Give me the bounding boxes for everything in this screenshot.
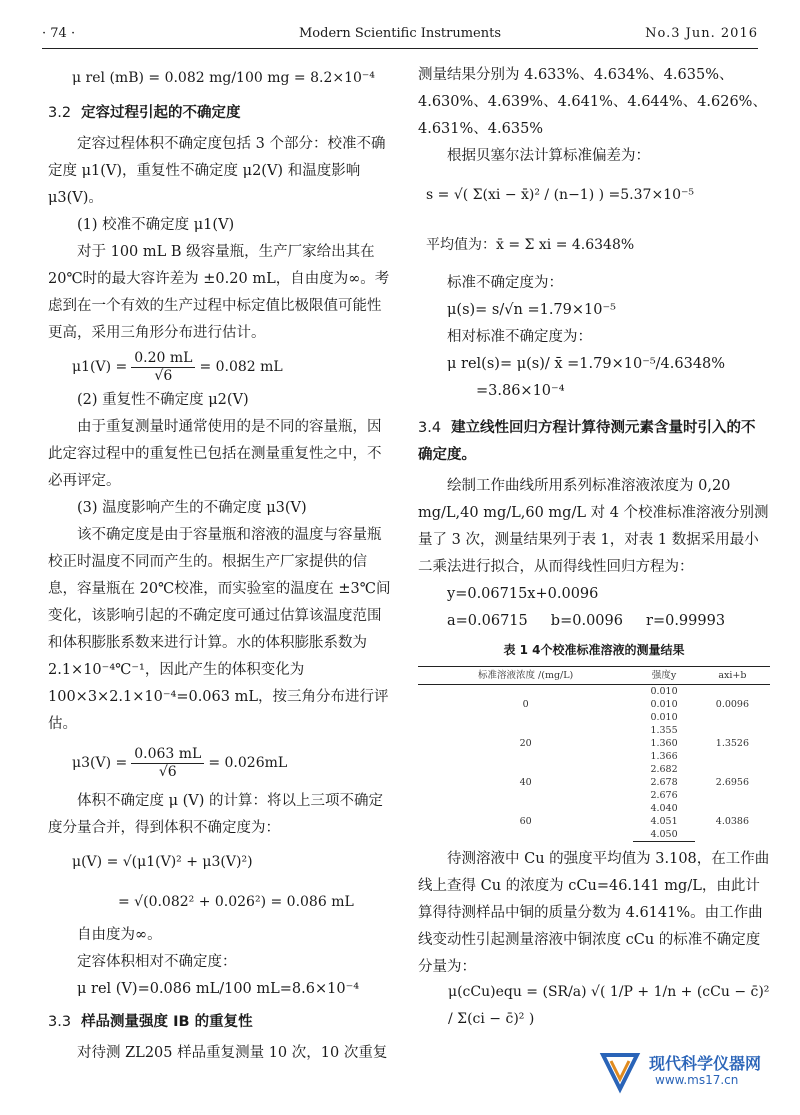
fraction [131, 350, 195, 385]
column-header: 强度y [633, 667, 695, 685]
left-column [48, 62, 393, 1067]
concentration-cell: 60 [519, 816, 532, 828]
concentration-cell: 20 [519, 738, 532, 749]
numerator: 0.063 mL [131, 746, 204, 764]
denominator: √6 [154, 367, 173, 384]
intensity-cell: 0.010 [650, 699, 678, 710]
regression-coefficients: a=0.06715 b=0.0096 r=0.99993 [447, 613, 726, 629]
intensity-cell: 4.040 [650, 803, 678, 814]
formula-lhs: μ1(V) = [72, 358, 128, 375]
formula-murel-v: μ rel (V)=0.086 mL/100 mL=8.6×10⁻⁴ [77, 981, 360, 997]
fit-cell: 2.6956 [715, 777, 750, 788]
paragraph: 待测溶液中 Cu 的强度平均值为 3.108，在工作曲线上查得 Cu 的浓度为 cCu=46.141 mg/L，由此计算得待测样品中铜的质量分数为 4.6141%。由工作曲线变动性引起测量溶液中铜浓度 cCu 的标准不确定度分量为： [418, 851, 770, 975]
section-title: 定容过程引起的不确定度 [81, 105, 241, 121]
intensity-cell: 2.682 [650, 764, 678, 775]
section-3-3-heading [48, 1009, 393, 1036]
calibration-table [418, 666, 770, 842]
table-row [418, 763, 770, 776]
section-number: 3.3 [48, 1014, 72, 1030]
table-row [418, 724, 770, 737]
concentration-cell: 0 [522, 699, 529, 710]
paragraph: 定容过程体积不确定度包括 3 个部分：校准不确定度 μ1(V)，重复性不确定度 μ2(V) 和温度影响 μ3(V)。 [48, 136, 386, 206]
paragraph: 相对标准不确定度为： [447, 329, 592, 345]
right-column [418, 62, 770, 1031]
formula-mu-ccu: μ(cCu)equ = (SR/a) √( 1/P + 1/n + (cCu − c̄)² / Σ(ci − c̄)² ) [448, 984, 770, 1027]
paragraph: 测量结果分别为 4.633%、4.634%、4.635%、4.630%、4.639%、4.641%、4.644%、4.626%、4.631%、4.635% [418, 67, 767, 137]
formula-murel-s: μ rel(s)= μ(s)/ x̄ =1.79×10⁻⁵/4.6348% [447, 356, 726, 372]
intensity-cell: 4.050 [633, 828, 695, 842]
subheading: (1) 校准不确定度 μ1(V) [77, 217, 235, 233]
numerator: 0.20 mL [131, 350, 195, 368]
paragraph: 根据贝塞尔法计算标准偏差为： [447, 148, 650, 164]
formula-stddev: s = √( Σ(xi − x̄)² / (n−1) ) =5.37×10⁻⁵ [426, 186, 694, 203]
paragraph: 对待测 ZL205 样品重复测量 10 次，10 次重复 [77, 1045, 388, 1061]
section-number: 3.4 [418, 420, 442, 436]
fraction [131, 746, 204, 781]
section-3-2-heading [48, 100, 393, 127]
formula-mean: 平均值为：x̄ = Σ xi = 4.6348% [426, 236, 635, 253]
table-row [418, 802, 770, 815]
section-number: 3.2 [48, 105, 72, 121]
subheading: (2) 重复性不确定度 μ2(V) [77, 392, 249, 408]
regression-equation: y=0.06715x+0.0096 [447, 586, 599, 602]
formula-muv: μ(V) = √(μ1(V)² + μ3(V)²) [72, 853, 253, 870]
paragraph: 自由度为∞。 [77, 927, 162, 943]
paragraph: 由于重复测量时通常使用的是不同的容量瓶，因此定容过程中的重复性已包括在测量重复性之中，不必再评定。 [48, 419, 382, 489]
intensity-cell: 0.010 [650, 686, 678, 697]
paragraph: 该不确定度是由于容量瓶和溶液的温度与容量瓶校正时温度不同而产生的。根据生产厂家提供的信息，容量瓶在 20℃校准，而实验室的温度在 ±3℃间变化，该影响引起的不确定度可通过估算该温度范围和体积膨胀系数来进行计算。水的体积膨胀系数为 2.1×10⁻⁴℃⁻¹，因此产生的体积变化为 100×3×2.1×10⁻⁴=0.063 mL，按三角分布进行评估。 [48, 527, 391, 732]
paragraph: 标准不确定度为： [447, 275, 563, 291]
section-3-4-heading [418, 415, 770, 469]
intensity-cell: 1.355 [650, 725, 678, 736]
paragraph: 定容体积相对不确定度： [77, 954, 237, 970]
formula-mb: μ rel (mB) = 0.082 mg/100 mg = 8.2×10⁻⁴ [72, 69, 375, 86]
table-row [418, 685, 770, 699]
intensity-cell: 2.676 [650, 790, 678, 801]
section-title: 建立线性回归方程计算待测元素含量时引入的不确定度。 [418, 420, 756, 463]
formula-muv-value: = √(0.082² + 0.026²) = 0.086 mL [118, 893, 354, 910]
section-title: 样品测量强度 IB 的重复性 [81, 1014, 253, 1030]
formula-rhs: = 0.082 mL [199, 358, 283, 375]
intensity-cell: 4.051 [650, 816, 678, 827]
fit-cell: 1.3526 [715, 738, 750, 749]
concentration-cell: 40 [519, 777, 532, 788]
watermark-name: 现代科学仪器网 [649, 1054, 762, 1073]
column-header: axi+b [695, 667, 770, 685]
journal-title: Modern Scientific Instruments [298, 26, 502, 41]
fit-cell: 4.0386 [715, 816, 750, 828]
formula-rhs: = 0.026mL [208, 754, 288, 771]
formula-murel-s-value: =3.86×10⁻⁴ [476, 383, 565, 399]
site-logo-icon [597, 1049, 643, 1095]
watermark-url: www.ms17.cn [655, 1073, 739, 1087]
watermark [597, 1047, 772, 1097]
subheading: (3) 温度影响产生的不确定度 μ3(V) [77, 500, 307, 516]
intensity-cell: 2.678 [650, 777, 678, 788]
fit-cell: 0.0096 [715, 699, 750, 710]
page-header [42, 22, 758, 49]
page-number: · 74 · [42, 26, 76, 41]
formula-mu3 [48, 738, 393, 788]
denominator: √6 [158, 763, 177, 780]
paragraph: 绘制工作曲线所用系列标准溶液浓度为 0,20 mg/L,40 mg/L,60 mg/L 对 4 个校准标准溶液分别测量了 3 次，测量结果列于表 1，对表 1 数据采用最小二乘法进行拟合，从而得线性回归方程为： [418, 478, 769, 575]
intensity-cell: 0.010 [650, 712, 678, 723]
intensity-cell: 1.360 [650, 738, 678, 749]
column-header: 标准溶液浓度 /(mg/L) [418, 667, 633, 685]
formula-mu1 [48, 347, 393, 387]
table-caption: 表 1 4个校准标准溶液的测量结果 [503, 643, 685, 657]
formula-lhs: μ3(V) = [72, 754, 128, 771]
formula-mus: μ(s)= s/√n =1.79×10⁻⁵ [447, 302, 616, 318]
paragraph: 对于 100 mL B 级容量瓶，生产厂家给出其在 20℃时的最大容许差为 ±0.20 mL，自由度为∞。考虑到在一个有效的生产过程中标定值比极限值可能性更高，采用三角形分布进行估计。 [48, 244, 390, 341]
issue-info: No.3 Jun. 2016 [645, 26, 758, 41]
paragraph: 体积不确定度 μ (V) 的计算：将以上三项不确定度分量合并，得到体积不确定度为： [48, 793, 384, 836]
intensity-cell: 1.366 [650, 751, 678, 762]
